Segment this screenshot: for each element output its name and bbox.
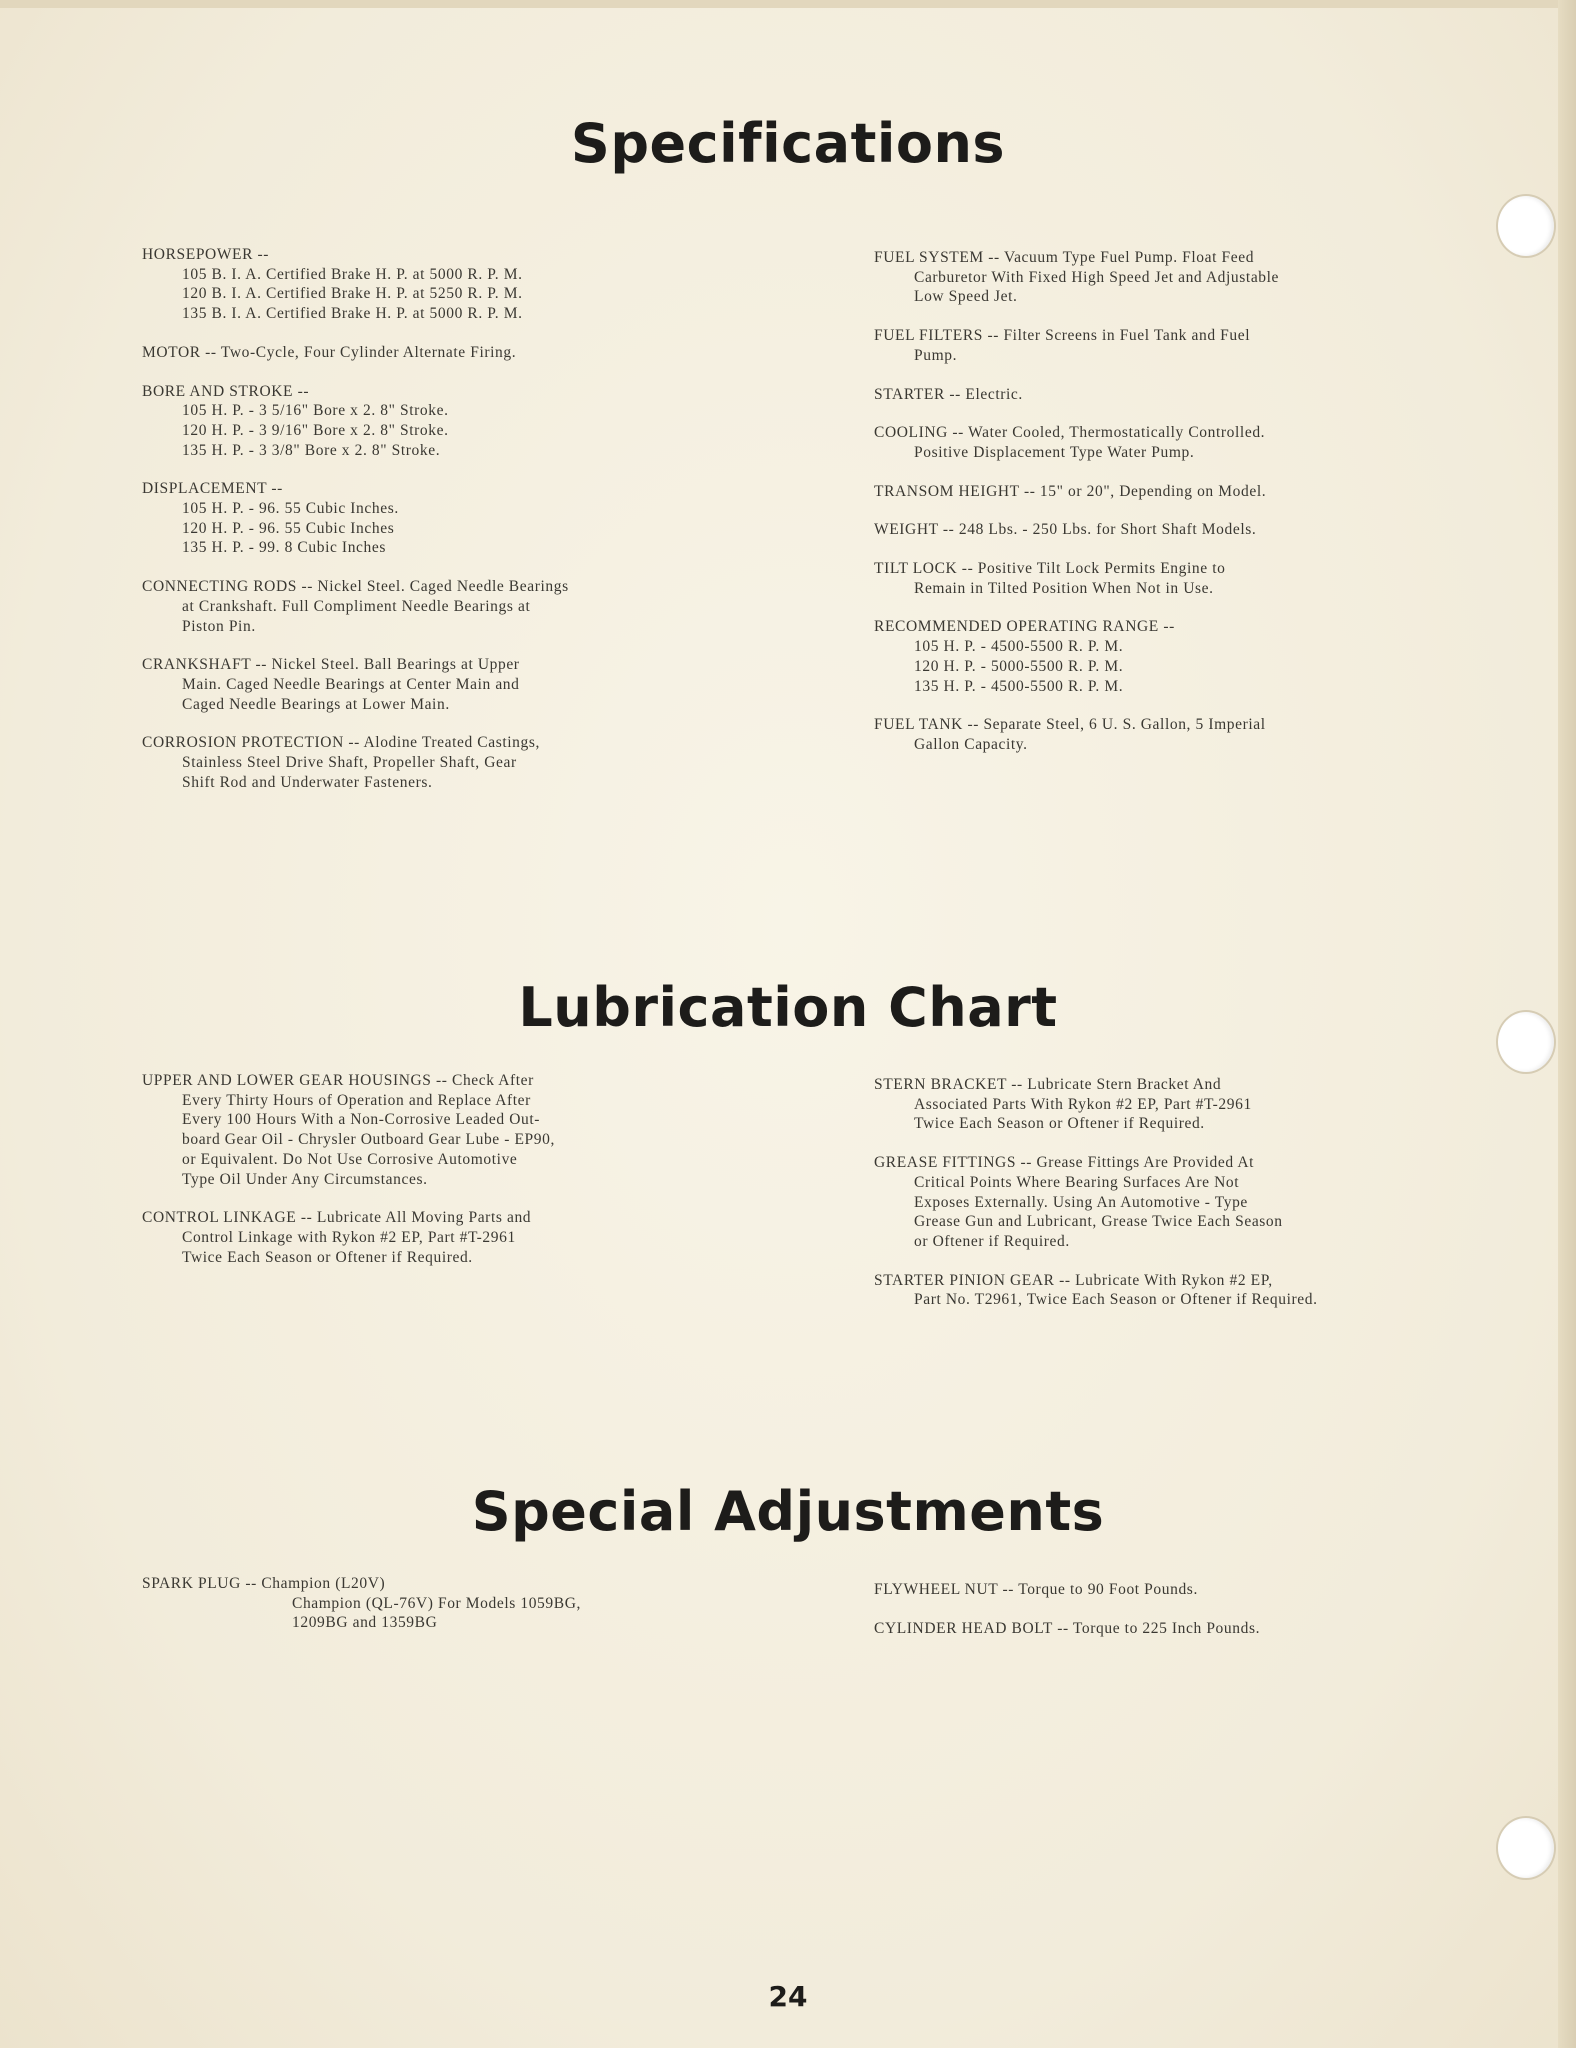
lubrication-entry-line: Part No. T2961, Twice Each Season or Oftener if Required. [914, 1291, 1318, 1309]
adjustments-left-column [142, 1574, 581, 1652]
lubrication-entry-line: Type Oil Under Any Circumstances. [182, 1170, 428, 1188]
spec-entry [142, 733, 569, 792]
lubrication-entry-line: Every Thirty Hours of Operation and Replace After [182, 1091, 531, 1109]
lubrication-entry [874, 1153, 1318, 1252]
lubrication-entry-title: STARTER PINION GEAR -- Lubricate With Rykon #2 EP, [874, 1271, 1273, 1289]
lubrication-entry-line: or Equivalent. Do Not Use Corrosive Automotive [182, 1150, 518, 1168]
lubrication-entry [874, 1271, 1318, 1310]
spec-entry-line: 135 H. P. - 4500-5500 R. P. M. [914, 677, 1124, 695]
specifications-left-column [142, 245, 569, 811]
spec-entry-line: Gallon Capacity. [914, 735, 1028, 753]
spec-entry-title: STARTER -- Electric. [874, 385, 1023, 403]
spec-entry-line: Main. Caged Needle Bearings at Center Main and [182, 675, 520, 693]
lubrication-entry-title: GREASE FITTINGS -- Grease Fittings Are Provided At [874, 1154, 1255, 1172]
spec-entry-title: CORROSION PROTECTION -- Alodine Treated Castings, [142, 734, 540, 752]
lubrication-entry-line: Exposes Externally. Using An Automotive - Type [914, 1193, 1248, 1211]
page-top-edge [0, 0, 1576, 8]
spec-entry-line: 120 H. P. - 3 9/16" Bore x 2. 8" Stroke. [182, 421, 449, 439]
adjustment-entry [874, 1619, 1260, 1639]
lubrication-entry [874, 1075, 1318, 1134]
spec-entry-title: BORE AND STROKE -- [142, 382, 310, 400]
lubrication-entry-line: Twice Each Season or Oftener if Required. [914, 1115, 1205, 1133]
spec-entry-line: 135 H. P. - 3 3/8" Bore x 2. 8" Stroke. [182, 441, 441, 459]
binder-hole-top [1496, 194, 1556, 258]
spec-entry-line: Caged Needle Bearings at Lower Main. [182, 695, 450, 713]
lubrication-entry-line: Critical Points Where Bearing Surfaces Are Not [914, 1173, 1240, 1191]
spec-entry-title: FUEL SYSTEM -- Vacuum Type Fuel Pump. Float Feed [874, 249, 1255, 266]
spec-entry [874, 385, 1279, 405]
adjustment-entry [142, 1574, 581, 1633]
lubrication-entry-line: Twice Each Season or Oftener if Required. [182, 1248, 473, 1266]
spec-entry-title: WEIGHT -- 248 Lbs. - 250 Lbs. for Short Shaft Models. [874, 521, 1257, 539]
spec-entry [874, 248, 1279, 307]
spec-entry-line: 105 H. P. - 4500-5500 R. P. M. [914, 638, 1124, 656]
spec-entry [874, 617, 1279, 696]
spec-entry-line: 105 H. P. - 96. 55 Cubic Inches. [182, 500, 399, 518]
spec-entry-title: HORSEPOWER -- [142, 246, 270, 263]
spec-entry [874, 715, 1279, 754]
spec-entry-line: Positive Displacement Type Water Pump. [914, 443, 1195, 461]
spec-entry-title: RECOMMENDED OPERATING RANGE -- [874, 618, 1175, 636]
lubrication-entry-title: CONTROL LINKAGE -- Lubricate All Moving Parts and [142, 1209, 532, 1227]
lubrication-left-column [142, 1071, 555, 1286]
spec-entry-line: Stainless Steel Drive Shaft, Propeller Shaft, Gear [182, 754, 517, 772]
lubrication-entry [142, 1071, 555, 1189]
spec-entry-line: 135 B. I. A. Certified Brake H. P. at 5000 R. P. M. [182, 305, 523, 323]
spec-entry-title: DISPLACEMENT -- [142, 480, 283, 498]
adjustments-right-column [874, 1580, 1260, 1657]
spec-entry-title: CRANKSHAFT -- Nickel Steel. Ball Bearings at Upper [142, 656, 520, 674]
lubrication-entry-line: board Gear Oil - Chrysler Outboard Gear Lube - EP90, [182, 1131, 555, 1149]
spec-entry-line: Carburetor With Fixed High Speed Jet and Adjustable [914, 268, 1280, 286]
binder-hole-bottom [1496, 1816, 1556, 1880]
spec-entry-title: FUEL FILTERS -- Filter Screens in Fuel Tank and Fuel [874, 327, 1251, 345]
spec-entry-title: FUEL TANK -- Separate Steel, 6 U. S. Gallon, 5 Imperial [874, 716, 1266, 734]
adjustment-entry [874, 1580, 1260, 1600]
spec-entry [874, 423, 1279, 462]
adjustment-entry-line: 1209BG and 1359BG [292, 1614, 438, 1632]
spec-entry [142, 382, 569, 461]
lubrication-entry-line: Associated Parts With Rykon #2 EP, Part #T-2961 [914, 1095, 1252, 1113]
spec-entry [142, 655, 569, 714]
lubrication-entry-line: Every 100 Hours With a Non-Corrosive Leaded Out- [182, 1111, 541, 1129]
page-number: 24 [768, 1980, 808, 2013]
spec-entry [874, 326, 1279, 365]
spec-entry [142, 577, 569, 636]
lubrication-right-column [874, 1075, 1318, 1329]
spec-entry-line: 120 B. I. A. Certified Brake H. P. at 5250 R. P. M. [182, 285, 523, 303]
lubrication-chart-heading: Lubrication Chart [518, 976, 1058, 1039]
spec-entry [874, 559, 1279, 598]
spec-entry [142, 343, 569, 363]
spec-entry [142, 479, 569, 558]
adjustment-entry-title: FLYWHEEL NUT -- Torque to 90 Foot Pounds. [874, 1581, 1198, 1598]
spec-entry [142, 245, 569, 324]
lubrication-entry-line: or Oftener if Required. [914, 1232, 1070, 1250]
specifications-heading: Specifications [570, 112, 1006, 175]
spec-entry [874, 482, 1279, 502]
lubrication-entry-title: STERN BRACKET -- Lubricate Stern Bracket And [874, 1076, 1222, 1093]
specifications-right-column [874, 248, 1279, 774]
adjustment-entry-title: SPARK PLUG -- Champion (L20V) [142, 1575, 386, 1592]
spec-entry-line: 105 B. I. A. Certified Brake H. P. at 5000 R. P. M. [182, 265, 523, 283]
spec-entry-title: TILT LOCK -- Positive Tilt Lock Permits Engine to [874, 560, 1226, 578]
adjustment-entry-title: CYLINDER HEAD BOLT -- Torque to 225 Inch Pounds. [874, 1619, 1261, 1637]
special-adjustments-heading: Special Adjustments [471, 1480, 1105, 1543]
spec-entry-line: Pump. [914, 346, 958, 364]
lubrication-entry-line: Grease Gun and Lubricant, Grease Twice Each Season [914, 1213, 1283, 1231]
spec-entry-line: 120 H. P. - 5000-5500 R. P. M. [914, 657, 1124, 675]
spec-entry-line: at Crankshaft. Full Compliment Needle Bearings at [182, 597, 531, 615]
spec-entry-line: Shift Rod and Underwater Fasteners. [182, 773, 433, 791]
spec-entry [874, 520, 1279, 540]
spec-entry-title: TRANSOM HEIGHT -- 15" or 20", Depending on Model. [874, 482, 1267, 500]
spec-entry-line: Low Speed Jet. [914, 288, 1018, 306]
adjustment-entry-line: Champion (QL-76V) For Models 1059BG, [292, 1594, 581, 1612]
spec-entry-line: Remain in Tilted Position When Not in Use. [914, 579, 1214, 597]
lubrication-entry [142, 1208, 555, 1267]
spec-entry-line: 135 H. P. - 99. 8 Cubic Inches [182, 539, 386, 557]
spec-entry-title: COOLING -- Water Cooled, Thermostatically Controlled. [874, 424, 1266, 442]
spec-entry-line: 105 H. P. - 3 5/16" Bore x 2. 8" Stroke. [182, 402, 449, 420]
lubrication-entry-title: UPPER AND LOWER GEAR HOUSINGS -- Check After [142, 1072, 534, 1089]
spec-entry-line: 120 H. P. - 96. 55 Cubic Inches [182, 519, 395, 537]
spec-entry-title: CONNECTING RODS -- Nickel Steel. Caged Needle Bearings [142, 578, 569, 596]
spec-entry-line: Piston Pin. [182, 617, 256, 635]
lubrication-entry-line: Control Linkage with Rykon #2 EP, Part #T-2961 [182, 1228, 516, 1246]
spec-entry-title: MOTOR -- Two-Cycle, Four Cylinder Alternate Firing. [142, 343, 517, 361]
